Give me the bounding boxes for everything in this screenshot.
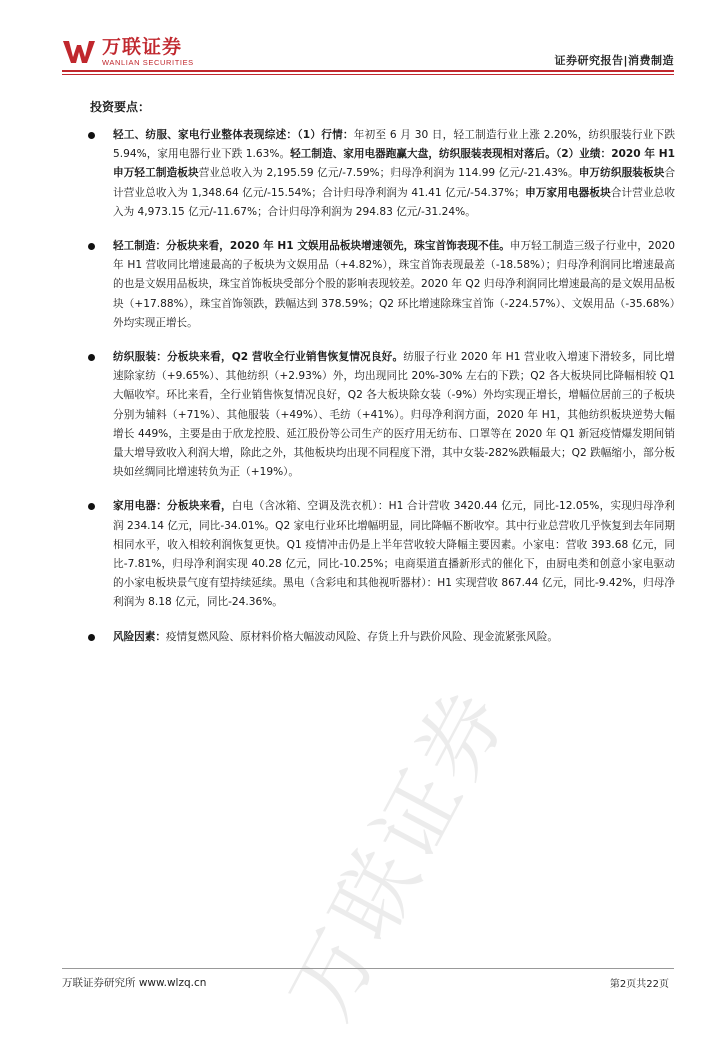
key-point-text: 申万轻工制造三级子行业中，2020 年 H1 营收同比增速最高的子板块为文娱用品（+4.82%），珠宝首饰表现最差（-18.58%）；归母净利润同比增速最高的也是文娱用品板块，珠宝首饰板块受部分个股的影响表现较差。2020 年 Q2 归母净利润同比增速最高的是文娱用品板块（+17.88%），珠宝首饰领跌，跌幅达到 378.59%；Q2 环比增速除珠宝首饰（-224.57%）、文娱用品（-35.68%）外均实现正增长。 — [113, 240, 675, 329]
key-point-emphasis: 家用电器：分板块来看， — [113, 500, 232, 513]
key-point-text: 白电（含冰箱、空调及洗衣机）：H1 合计营收 3420.44 亿元，同比-12.05%，实现归母净利润 234.14 亿元，同比-34.01%。Q2 家电行业环比增幅明显，同比降幅不断收窄。其中行业总营收几乎恢复到去年同期相同水平，收入相较利润恢复更快。Q1 疫情冲击仍是上半年营收较大降幅主要因素。小家电：营收 393.68 亿元，同比-7.81%，归母净利润实现 40.28 亿元，同比-10.25%；电商渠道直播新形式的催化下，由厨电类和创意小家电驱动的小家电板块景气度有望持续延续。黑电（含彩电和其他视听器材）：H1 实现营收 867.44 亿元，同比-9.42%，归母净利润为 8.18 亿元，同比-24.36%。 — [113, 500, 676, 609]
section-title: 投资要点： — [90, 100, 151, 114]
header-divider-thin — [62, 74, 674, 75]
header-divider — [62, 70, 674, 72]
key-point-text: 合计营业总收入为 1,348.64 亿元/-15.54%；合计归母净利润为 41.41 亿元/-54.37%； — [113, 167, 676, 199]
key-point-item — [90, 237, 675, 333]
key-point-text: 年初至 6 月 30 日，轻工制造行业上涨 2.20%，纺织服装行业下跌 5.94%，家用电器行业下跌 1.63%。 — [113, 129, 676, 161]
key-point-emphasis: （1）行情： — [297, 129, 354, 141]
bullet-icon — [88, 503, 95, 510]
bullet-icon — [88, 243, 95, 250]
key-point-emphasis: 纺织服装：分板块来看，Q2 营收全行业销售恢复情况良好。 — [113, 351, 404, 364]
brand-name-en: WANLIAN SECURITIES — [102, 58, 194, 67]
wanlian-logo-icon — [62, 39, 96, 65]
key-point-text: 疫情复燃风险、原材料价格大幅波动风险、存货上升与跌价风险、现金流紧张风险。 — [165, 630, 558, 643]
key-point-emphasis: 申万家用电器板块 — [524, 186, 611, 199]
bullet-icon — [88, 132, 95, 139]
key-point-emphasis: 申万纺织服装板块 — [578, 167, 665, 180]
bullet-icon — [88, 634, 95, 641]
key-point-emphasis: 轻工制造、家用电器跑赢大盘，纺织服装表现相对落后。 — [290, 148, 556, 161]
key-point-item — [90, 628, 675, 647]
bullet-icon — [88, 354, 95, 361]
key-points-list — [90, 126, 675, 662]
key-point-emphasis: 轻工制造：分板块来看，2020 年 H1 文娱用品板块增速领先，珠宝首饰表现不佳。 — [113, 240, 510, 253]
report-type: 证券研究报告|消费制造 — [554, 54, 674, 67]
brand-logo — [62, 38, 194, 67]
brand-name-cn: 万联证券 — [102, 36, 183, 58]
watermark: 万联证券 — [270, 670, 527, 1035]
page-header — [0, 0, 724, 80]
key-point-item — [90, 348, 675, 482]
footer-source: 万联证券研究所 www.wlzq.cn — [62, 977, 207, 989]
page-number: 第2页共22页 — [609, 979, 669, 990]
key-point-text: 纺服子行业 2020 年 H1 营业收入增速下滑较多，同比增速除家纺（+9.65%）、其他纺织（+2.93%）外，均出现同比 20%-30% 左右的下跌；Q2 各大板块同比降幅相较 Q1 大幅收窄。环比来看，全行业销售恢复情况良好，Q2 各大板块除女装（-9%）外均实现正增长，增幅位居前三的子板块分别为辅料（+71%）、其他服装（+49%）、毛纺（+41%）。归母净利润方面，2020 年 H1，其他纺织板块逆势大幅增长 449%，主要是由于欣龙控股、延江股份等公司生产的医疗用无纺布、口罩等在 2020 年 Q1 新冠疫情爆发期间销量大增导致收入利润大增，除此之外，其他板块均出现不同程度下滑，其中女装-282%跌幅最大；Q2 跌幅缩小，部分板块如丝绸同比增速转负为正（+19%）。 — [113, 351, 675, 479]
key-point-text: 合计营业总收入为 4,973.15 亿元/-11.67%；合计归母净利润为 294.83 亿元/-31.24%。 — [113, 186, 676, 218]
key-point-emphasis: 2020 年 H1 申万轻工制造板块 — [113, 148, 675, 180]
key-point-emphasis: （2）业绩： — [555, 148, 612, 161]
key-point-text: 营业总收入为 2,195.59 亿元/-7.59%；归母净利润为 114.99 亿元/-21.43%。 — [198, 167, 579, 180]
key-point-item — [90, 126, 675, 222]
key-point-emphasis: 轻工、纺服、家电行业整体表现综述： — [113, 129, 298, 141]
key-point-emphasis: 风险因素： — [113, 630, 166, 643]
footer-divider — [62, 968, 674, 969]
key-point-item — [90, 497, 675, 612]
